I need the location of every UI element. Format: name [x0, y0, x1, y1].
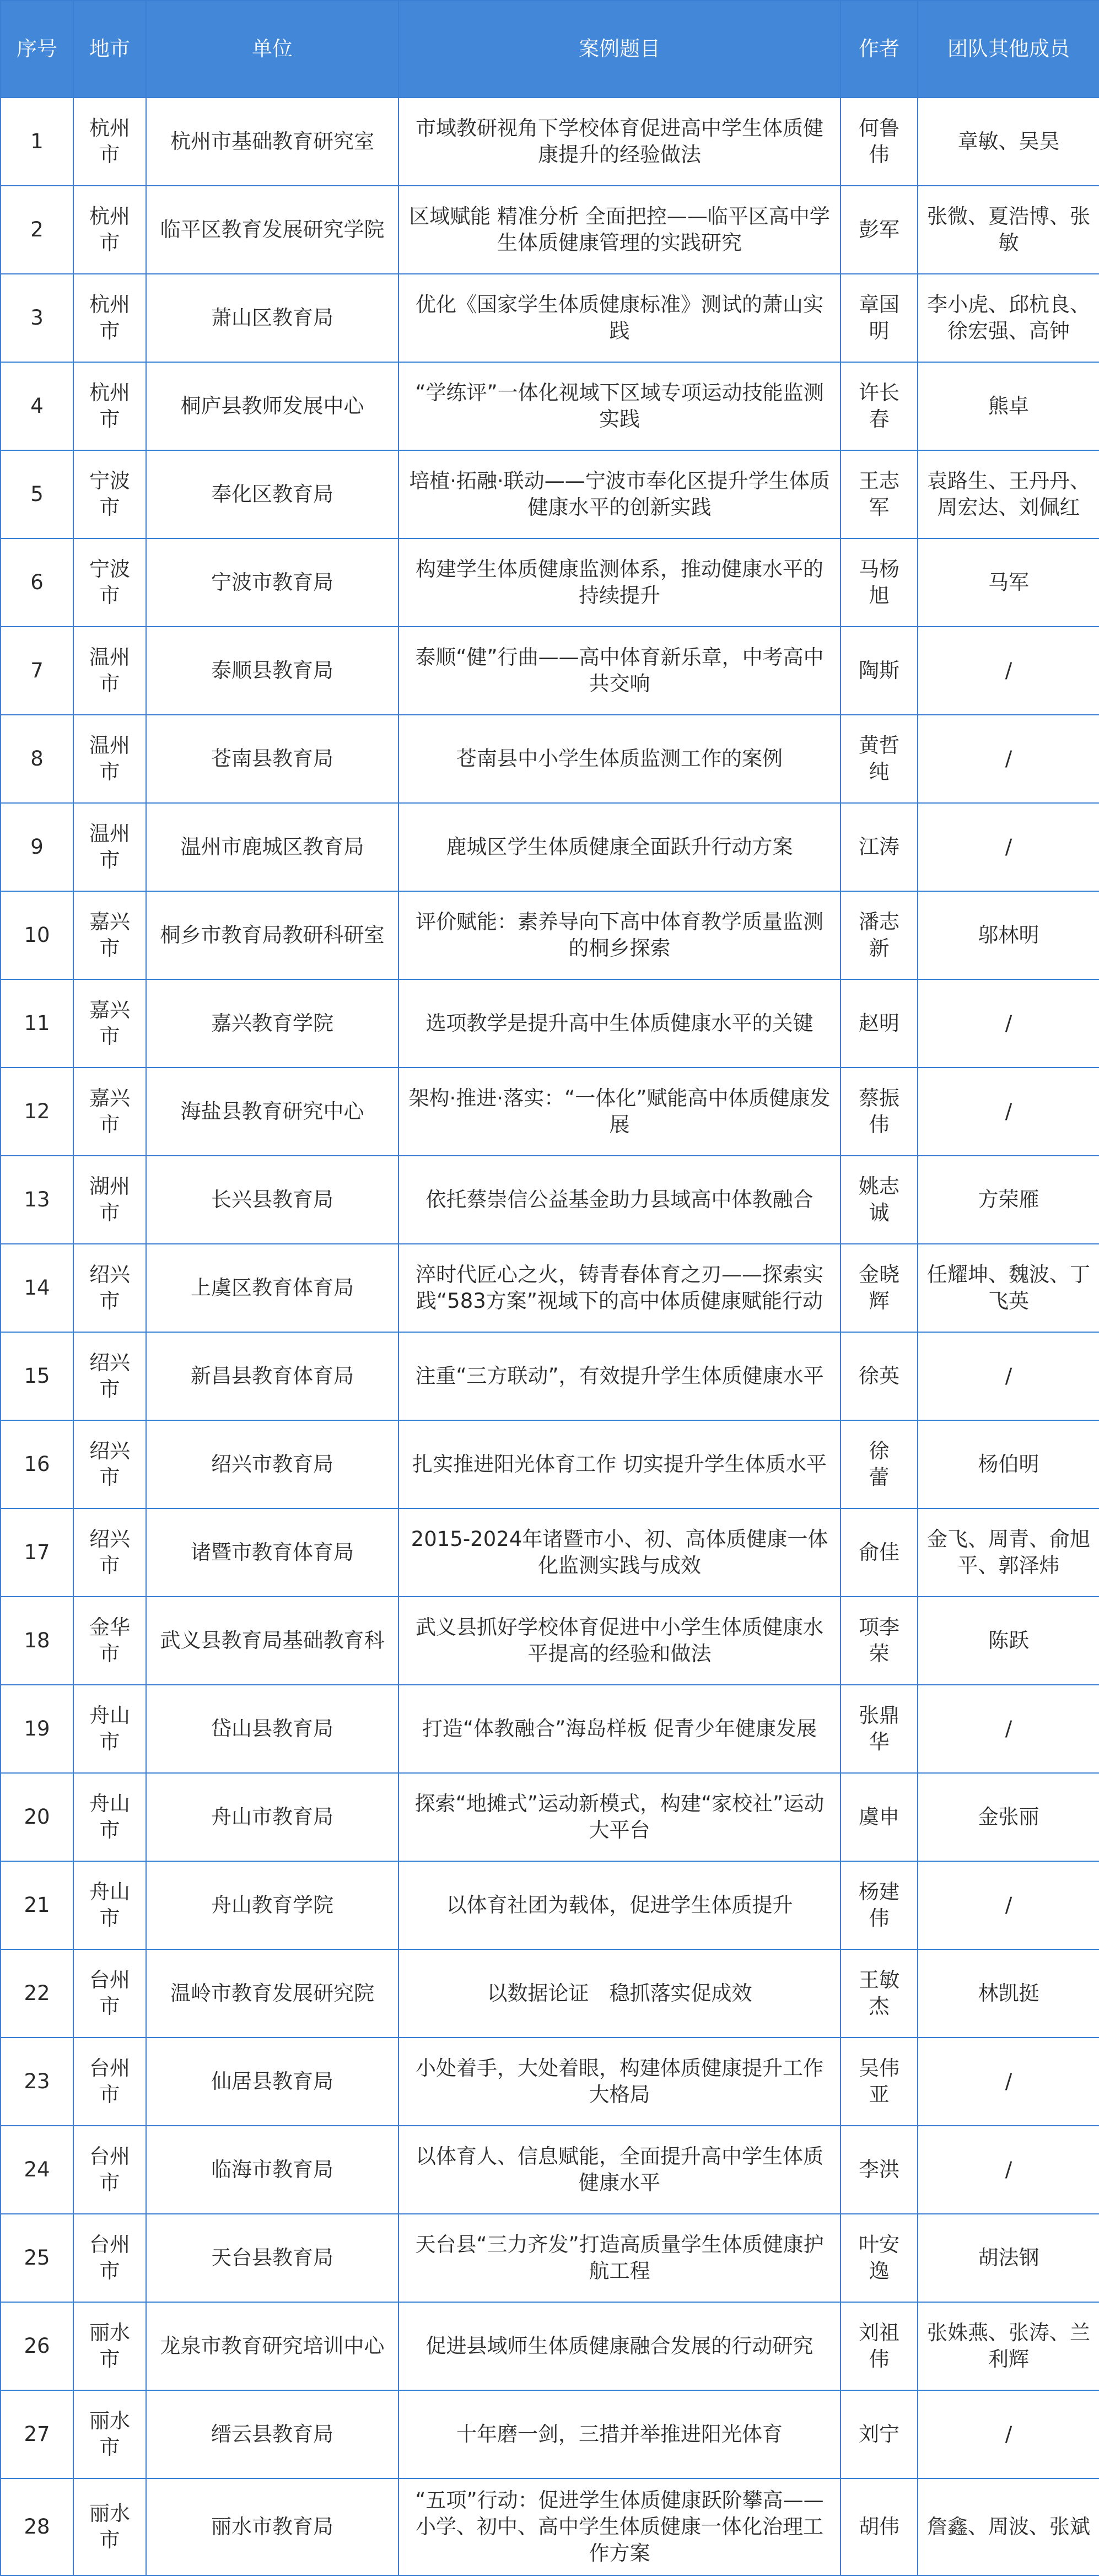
cell-number: 26	[1, 2302, 73, 2390]
cell-unit: 仙居县教育局	[146, 2038, 398, 2126]
table-header	[1, 1, 1099, 98]
header-number: 序号	[1, 1, 73, 98]
table-row	[1, 1508, 1099, 1597]
cell-city: 丽水市	[73, 2478, 146, 2575]
cell-number: 11	[1, 979, 73, 1068]
cell-team-members: 方荣雁	[918, 1156, 1099, 1244]
cell-author: 胡伟	[841, 2478, 918, 2575]
cell-author: 俞佳	[841, 1508, 918, 1597]
cell-author: 姚志诚	[841, 1156, 918, 1244]
cell-unit: 杭州市基础教育研究室	[146, 98, 398, 186]
cell-number: 12	[1, 1068, 73, 1156]
table-row	[1, 803, 1099, 891]
table-row	[1, 627, 1099, 715]
cell-unit: 长兴县教育局	[146, 1156, 398, 1244]
table-row	[1, 2038, 1099, 2126]
table-row	[1, 979, 1099, 1068]
cell-unit: 临平区教育发展研究学院	[146, 186, 398, 274]
cell-unit: 舟山市教育局	[146, 1773, 398, 1861]
cell-team-members: 邬林明	[918, 891, 1099, 979]
cell-city: 杭州市	[73, 274, 146, 362]
cell-case-title: 打造“体教融合”海岛样板 促青少年健康发展	[398, 1685, 841, 1773]
cell-unit: 奉化区教育局	[146, 450, 398, 538]
cell-number: 13	[1, 1156, 73, 1244]
cell-case-title: 架构·推进·落实：“一体化”赋能高中体质健康发展	[398, 1068, 841, 1156]
cell-number: 9	[1, 803, 73, 891]
cell-number: 10	[1, 891, 73, 979]
cell-team-members: /	[918, 715, 1099, 803]
cell-case-title: 促进县域师生体质健康融合发展的行动研究	[398, 2302, 841, 2390]
cell-city: 嘉兴市	[73, 979, 146, 1068]
cell-unit: 泰顺县教育局	[146, 627, 398, 715]
cell-city: 台州市	[73, 2126, 146, 2214]
cell-author: 刘祖伟	[841, 2302, 918, 2390]
cell-author: 金晓辉	[841, 1244, 918, 1332]
cell-team-members: 马军	[918, 538, 1099, 627]
cell-unit: 温岭市教育发展研究院	[146, 1949, 398, 2038]
cell-author: 吴伟亚	[841, 2038, 918, 2126]
cell-unit: 临海市教育局	[146, 2126, 398, 2214]
cell-city: 杭州市	[73, 362, 146, 450]
cell-case-title: 苍南县中小学生体质监测工作的案例	[398, 715, 841, 803]
cell-case-title: “学练评”一体化视域下区域专项运动技能监测实践	[398, 362, 841, 450]
cell-team-members: 金飞、周青、俞旭平、郭泽炜	[918, 1508, 1099, 1597]
table-row	[1, 1949, 1099, 2038]
cell-case-title: 以数据论证 稳抓落实促成效	[398, 1949, 841, 2038]
table-row	[1, 2214, 1099, 2302]
cell-city: 湖州市	[73, 1156, 146, 1244]
cell-case-title: 依托蔡崇信公益基金助力县域高中体教融合	[398, 1156, 841, 1244]
cell-author: 徐 蕾	[841, 1420, 918, 1508]
cell-case-title: 构建学生体质健康监测体系，推动健康水平的持续提升	[398, 538, 841, 627]
cell-city: 舟山市	[73, 1861, 146, 1949]
cell-team-members: 袁路生、王丹丹、周宏达、刘佩红	[918, 450, 1099, 538]
cell-number: 15	[1, 1332, 73, 1420]
cell-team-members: 胡法钢	[918, 2214, 1099, 2302]
cell-author: 王志军	[841, 450, 918, 538]
cell-city: 嘉兴市	[73, 891, 146, 979]
table-body	[1, 98, 1099, 2575]
table-row	[1, 1156, 1099, 1244]
table-row	[1, 2126, 1099, 2214]
cell-unit: 嘉兴教育学院	[146, 979, 398, 1068]
cell-city: 金华市	[73, 1597, 146, 1685]
cell-number: 17	[1, 1508, 73, 1597]
cell-number: 16	[1, 1420, 73, 1508]
cell-case-title: 泰顺“健”行曲——高中体育新乐章，中考高中共交响	[398, 627, 841, 715]
cell-team-members: /	[918, 1861, 1099, 1949]
cell-team-members: /	[918, 1332, 1099, 1420]
cell-case-title: “五项”行动：促进学生体质健康跃阶攀高——小学、初中、高中学生体质健康一体化治理工作方案	[398, 2478, 841, 2575]
cell-number: 8	[1, 715, 73, 803]
cell-team-members: /	[918, 627, 1099, 715]
cell-case-title: 市域教研视角下学校体育促进高中学生体质健康提升的经验做法	[398, 98, 841, 186]
cell-city: 绍兴市	[73, 1332, 146, 1420]
table-row	[1, 450, 1099, 538]
cell-number: 22	[1, 1949, 73, 2038]
cell-case-title: 评价赋能：素养导向下高中体育教学质量监测的桐乡探索	[398, 891, 841, 979]
cell-author: 项李荣	[841, 1597, 918, 1685]
header-team-members: 团队其他成员	[918, 1, 1099, 98]
cell-unit: 萧山区教育局	[146, 274, 398, 362]
table-row	[1, 2302, 1099, 2390]
cell-team-members: /	[918, 1068, 1099, 1156]
cell-number: 18	[1, 1597, 73, 1685]
cell-case-title: 探索“地摊式”运动新模式，构建“家校社”运动大平台	[398, 1773, 841, 1861]
table-row	[1, 1685, 1099, 1773]
cell-unit: 武义县教育局基础教育科	[146, 1597, 398, 1685]
cell-number: 6	[1, 538, 73, 627]
cell-city: 绍兴市	[73, 1508, 146, 1597]
cell-case-title: 鹿城区学生体质健康全面跃升行动方案	[398, 803, 841, 891]
cell-unit: 新昌县教育体育局	[146, 1332, 398, 1420]
header-case-title: 案例题目	[398, 1, 841, 98]
cell-city: 丽水市	[73, 2302, 146, 2390]
cell-author: 江涛	[841, 803, 918, 891]
table-row	[1, 1244, 1099, 1332]
cell-team-members: 张姝燕、张涛、兰利辉	[918, 2302, 1099, 2390]
cell-case-title: 淬时代匠心之火，铸青春体育之刃——探索实践“583方案”视域下的高中体质健康赋能行动	[398, 1244, 841, 1332]
cell-number: 27	[1, 2390, 73, 2478]
header-row	[1, 1, 1099, 98]
cell-team-members: /	[918, 2038, 1099, 2126]
cell-number: 19	[1, 1685, 73, 1773]
cell-case-title: 以体育社团为载体，促进学生体质提升	[398, 1861, 841, 1949]
header-author: 作者	[841, 1, 918, 98]
cell-number: 5	[1, 450, 73, 538]
table-row	[1, 1420, 1099, 1508]
cell-number: 14	[1, 1244, 73, 1332]
cell-unit: 诸暨市教育体育局	[146, 1508, 398, 1597]
cell-number: 7	[1, 627, 73, 715]
cell-team-members: 陈跃	[918, 1597, 1099, 1685]
table-row	[1, 1773, 1099, 1861]
cell-city: 绍兴市	[73, 1420, 146, 1508]
cell-unit: 宁波市教育局	[146, 538, 398, 627]
cell-city: 舟山市	[73, 1773, 146, 1861]
cell-author: 陶斯	[841, 627, 918, 715]
cell-number: 21	[1, 1861, 73, 1949]
cell-number: 2	[1, 186, 73, 274]
cell-case-title: 武义县抓好学校体育促进中小学生体质健康水平提高的经验和做法	[398, 1597, 841, 1685]
cell-city: 温州市	[73, 803, 146, 891]
cell-team-members: /	[918, 979, 1099, 1068]
cell-city: 宁波市	[73, 538, 146, 627]
cell-city: 绍兴市	[73, 1244, 146, 1332]
cell-author: 叶安逸	[841, 2214, 918, 2302]
cell-author: 黄哲纯	[841, 715, 918, 803]
cell-case-title: 天台县“三力齐发”打造高质量学生体质健康护航工程	[398, 2214, 841, 2302]
cell-number: 1	[1, 98, 73, 186]
cell-author: 张鼎华	[841, 1685, 918, 1773]
cell-unit: 舟山教育学院	[146, 1861, 398, 1949]
table-row	[1, 2390, 1099, 2478]
cell-number: 24	[1, 2126, 73, 2214]
cell-case-title: 2015-2024年诸暨市小、初、高体质健康一体化监测实践与成效	[398, 1508, 841, 1597]
cell-team-members: 熊卓	[918, 362, 1099, 450]
cell-unit: 龙泉市教育研究培训中心	[146, 2302, 398, 2390]
cell-unit: 上虞区教育体育局	[146, 1244, 398, 1332]
cell-author: 蔡振伟	[841, 1068, 918, 1156]
cell-author: 刘宁	[841, 2390, 918, 2478]
cell-author: 章国明	[841, 274, 918, 362]
cell-unit: 天台县教育局	[146, 2214, 398, 2302]
cell-city: 杭州市	[73, 186, 146, 274]
cell-case-title: 培植·拓融·联动——宁波市奉化区提升学生体质健康水平的创新实践	[398, 450, 841, 538]
cell-number: 25	[1, 2214, 73, 2302]
cell-unit: 桐乡市教育局教研科研室	[146, 891, 398, 979]
table-row	[1, 891, 1099, 979]
table-row	[1, 715, 1099, 803]
cell-city: 杭州市	[73, 98, 146, 186]
cell-unit: 缙云县教育局	[146, 2390, 398, 2478]
table-row	[1, 1332, 1099, 1420]
cell-unit: 温州市鹿城区教育局	[146, 803, 398, 891]
cell-number: 28	[1, 2478, 73, 2575]
cell-author: 杨建伟	[841, 1861, 918, 1949]
table-row	[1, 1861, 1099, 1949]
cell-unit: 海盐县教育研究中心	[146, 1068, 398, 1156]
cell-author: 徐英	[841, 1332, 918, 1420]
cell-author: 潘志新	[841, 891, 918, 979]
cell-author: 彭军	[841, 186, 918, 274]
cell-team-members: /	[918, 803, 1099, 891]
cell-author: 赵明	[841, 979, 918, 1068]
cell-number: 23	[1, 2038, 73, 2126]
cell-case-title: 以体育人、信息赋能，全面提升高中学生体质健康水平	[398, 2126, 841, 2214]
cell-team-members: /	[918, 2126, 1099, 2214]
cell-city: 温州市	[73, 715, 146, 803]
cell-case-title: 十年磨一剑，三措并举推进阳光体育	[398, 2390, 841, 2478]
table-row	[1, 1597, 1099, 1685]
table-row	[1, 186, 1099, 274]
cell-team-members: 张微、夏浩博、张敏	[918, 186, 1099, 274]
table-row	[1, 1068, 1099, 1156]
table-row	[1, 2478, 1099, 2575]
cell-author: 何鲁伟	[841, 98, 918, 186]
cell-unit: 岱山县教育局	[146, 1685, 398, 1773]
cell-city: 温州市	[73, 627, 146, 715]
cell-case-title: 小处着手，大处着眼，构建体质健康提升工作大格局	[398, 2038, 841, 2126]
cell-city: 嘉兴市	[73, 1068, 146, 1156]
cell-case-title: 扎实推进阳光体育工作 切实提升学生体质水平	[398, 1420, 841, 1508]
cell-team-members: 章敏、吴昊	[918, 98, 1099, 186]
cell-team-members: 李小虎、邱杭良、徐宏强、高钟	[918, 274, 1099, 362]
cell-number: 4	[1, 362, 73, 450]
cell-unit: 丽水市教育局	[146, 2478, 398, 2575]
cell-unit: 桐庐县教师发展中心	[146, 362, 398, 450]
header-city: 地市	[73, 1, 146, 98]
table-row	[1, 98, 1099, 186]
cell-case-title: 选项教学是提升高中生体质健康水平的关键	[398, 979, 841, 1068]
cell-team-members: 林凯挺	[918, 1949, 1099, 2038]
cell-city: 舟山市	[73, 1685, 146, 1773]
cell-city: 宁波市	[73, 450, 146, 538]
cell-city: 台州市	[73, 2214, 146, 2302]
cell-team-members: 杨伯明	[918, 1420, 1099, 1508]
cell-author: 许长春	[841, 362, 918, 450]
header-unit: 单位	[146, 1, 398, 98]
cell-team-members: 金张丽	[918, 1773, 1099, 1861]
cell-author: 马杨旭	[841, 538, 918, 627]
cell-team-members: 詹鑫、周波、张斌	[918, 2478, 1099, 2575]
cell-unit: 绍兴市教育局	[146, 1420, 398, 1508]
cell-team-members: /	[918, 2390, 1099, 2478]
cell-team-members: 任耀坤、魏波、丁飞英	[918, 1244, 1099, 1332]
cell-case-title: 优化《国家学生体质健康标准》测试的萧山实践	[398, 274, 841, 362]
cell-author: 李洪	[841, 2126, 918, 2214]
table-row	[1, 274, 1099, 362]
cell-author: 王敏杰	[841, 1949, 918, 2038]
table-row	[1, 362, 1099, 450]
cell-author: 虞申	[841, 1773, 918, 1861]
cell-city: 台州市	[73, 2038, 146, 2126]
cell-number: 20	[1, 1773, 73, 1861]
cell-case-title: 区域赋能 精准分析 全面把控——临平区高中学生体质健康管理的实践研究	[398, 186, 841, 274]
table-row	[1, 538, 1099, 627]
cell-unit: 苍南县教育局	[146, 715, 398, 803]
cell-team-members: /	[918, 1685, 1099, 1773]
cell-number: 3	[1, 274, 73, 362]
cell-city: 台州市	[73, 1949, 146, 2038]
cell-case-title: 注重“三方联动”，有效提升学生体质健康水平	[398, 1332, 841, 1420]
cell-city: 丽水市	[73, 2390, 146, 2478]
